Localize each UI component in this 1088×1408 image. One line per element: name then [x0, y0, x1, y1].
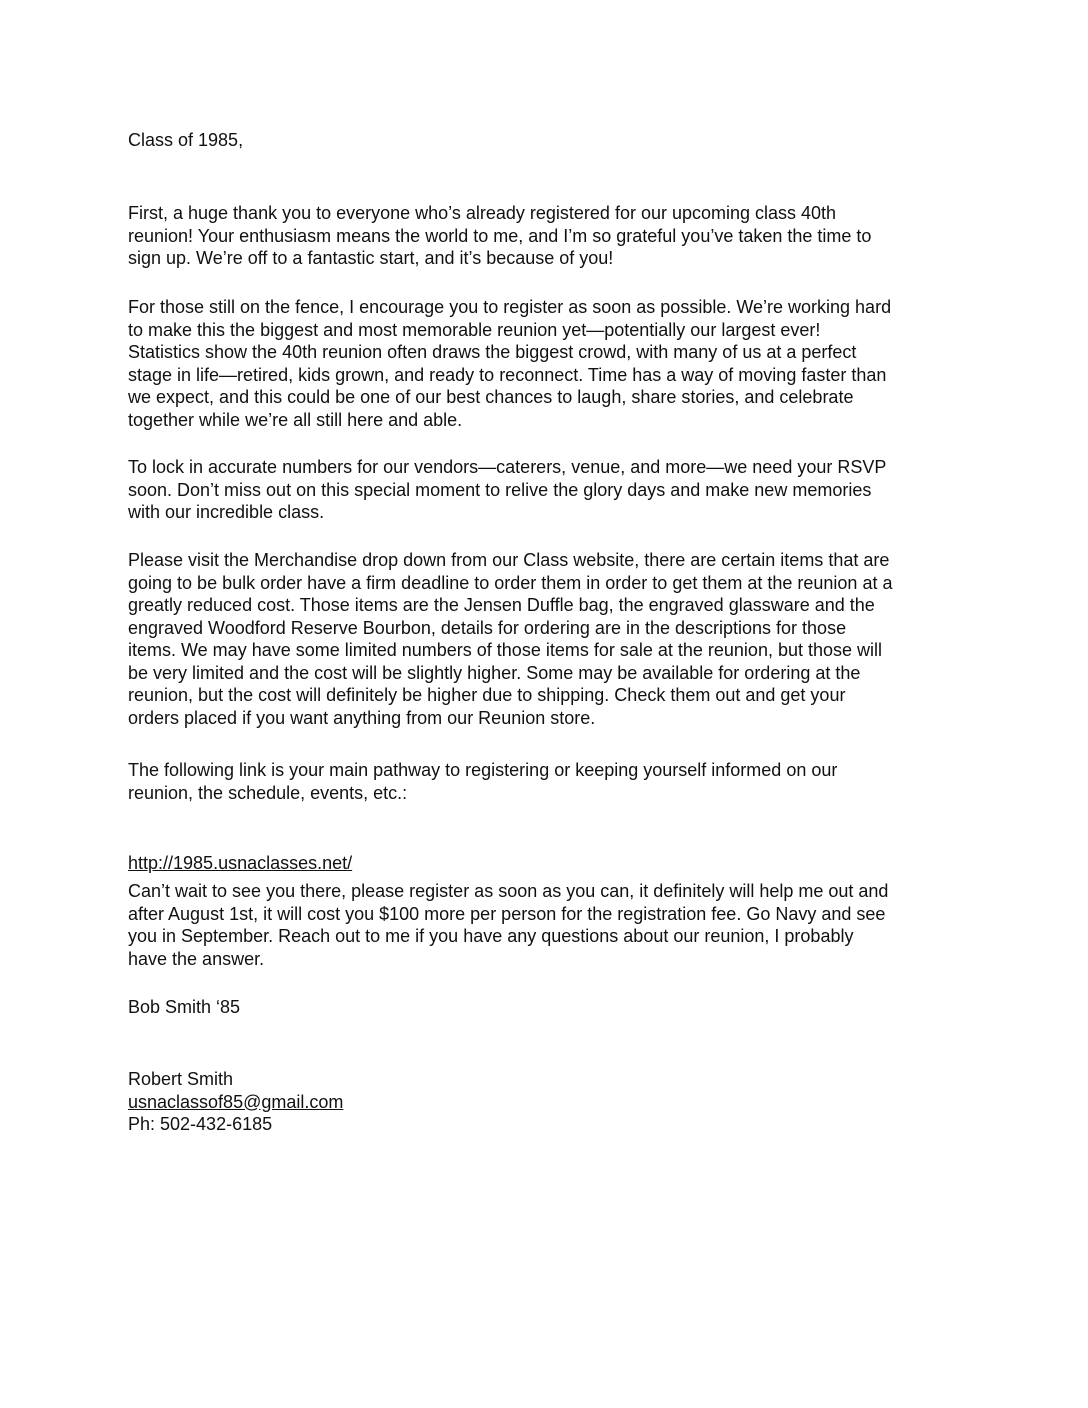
paragraph-merchandise: Please visit the Merchandise drop down from our Class website, there are certain items that are going to be bulk order have a firm deadline to order them in order to get them at the reunion at a greatly reduced cost. Those items are the Jensen Duffle bag, the engraved glassware and the engraved Woodford Reserve Bourbon, details for ordering are in the descriptions for those items. We may have some limited numbers of those items for sale at the reunion, but those will be very limited and the cost will be slightly higher. Some may be available for ordering at the reunion, but the cost will definitely be higher due to shipping. Check them out and get your orders placed if you want anything from our Reunion store. [128, 550, 893, 728]
signature-block [128, 1068, 343, 1136]
signature-name: Robert Smith [128, 1069, 234, 1089]
signoff: Bob Smith ‘85 [128, 997, 241, 1017]
website-link-line [128, 829, 352, 874]
salutation: Class of 1985, [128, 130, 244, 150]
paragraph-closing: Can’t wait to see you there, please register as soon as you can, it definitely will help me out and after August 1st, it will cost you $100 more per person for the registration fee. Go Navy and see you in September. Reach out to me if you have any questions about our reunion, I probably have the answer. [128, 881, 889, 969]
signature-phone: Ph: 502-432-6185 [128, 1114, 273, 1134]
paragraph-thanks: First, a huge thank you to everyone who’s already registered for our upcoming class 40th reunion! Your enthusiasm means the world to me, and I’m so grateful you’ve taken the time to sign up. We’re off to a fantastic start, and it’s because of you! [128, 203, 872, 268]
website-link[interactable]: http://1985.usnaclasses.net/ [128, 852, 353, 873]
paragraph-encourage-register: For those still on the fence, I encourage you to register as soon as possible. We’re working hard to make this the biggest and most memorable reunion yet—potentially our largest ever! Statistics show the 40th reunion often draws the biggest crowd, with many of us at a perfect stage in life—retired, kids grown, and ready to reconnect. Time has a way of moving faster than we expect, and this could be one of our best chances to laugh, share stories, and celebrate together while we’re all still here and able. [128, 297, 892, 430]
paragraph-link-intro: The following link is your main pathway to registering or keeping yourself informed on our reunion, the schedule, events, etc.: [128, 760, 838, 803]
paragraph-rsvp: To lock in accurate numbers for our vendors—caterers, venue, and more—we need your RSVP soon. Don’t miss out on this special moment to relive the glory days and make new memories with our incredible class. [128, 457, 887, 522]
email-link[interactable]: usnaclassof85@gmail.com [128, 1091, 344, 1112]
